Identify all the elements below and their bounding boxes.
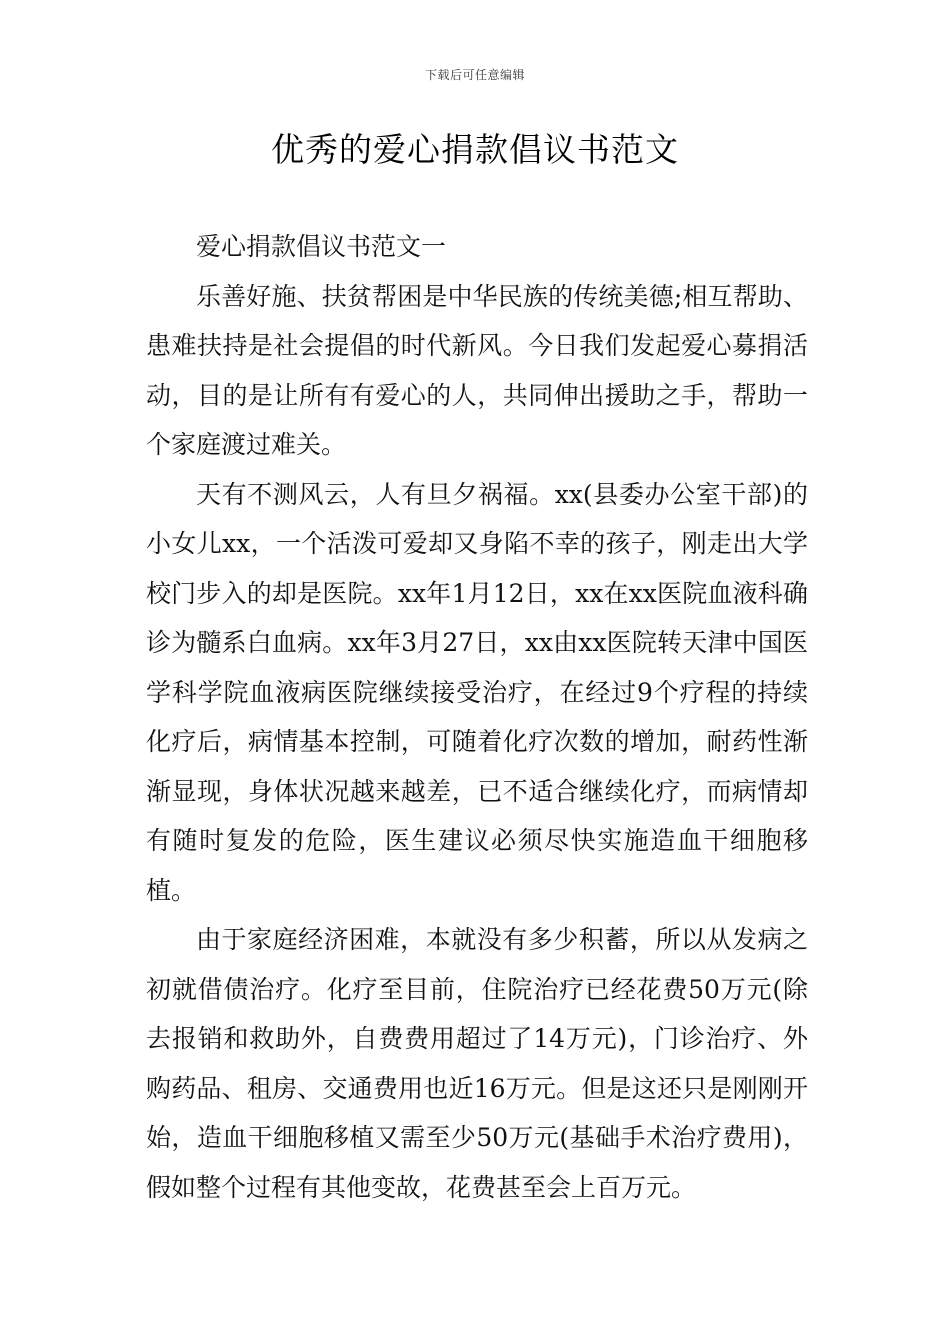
section-heading: 爱心捐款倡议书范文一 [196,232,447,261]
paragraph-1: 乐善好施、扶贫帮困是中华民族的传统美德;相互帮助、患难扶持是社会提倡的时代新风。今日我们发起爱心募捐活动，目的是让所有有爱心的人，共同伸出援助之手，帮助一个家庭渡过难关。 [146,281,808,459]
paragraph-2: 天有不测风云，人有旦夕祸福。xx(县委办公室干部)的小女儿xx，一个活泼可爱却又身陷不幸的孩子，刚走出大学校门步入的却是医院。xx年1月12日，xx在xx医院血液科确诊为髓系白血病。xx年3月27日，xx由xx医院转天津中国医学科学院血液病医院继续接受治疗，在经过9个疗程的持续化疗后，病情基本控制，可随着化疗次数的增加，耐药性渐渐显现，身体状况越来越差，已不适合继续化疗，而病情却有随时复发的危险，医生建议必须尽快实施造血干细胞移植。 [146,479,808,905]
page-header-note: 下载后可任意编辑 [424,68,525,82]
document-title: 优秀的爱心捐款倡议书范文 [271,130,679,169]
document-body [146,222,808,1212]
paragraph-3: 由于家庭经济困难，本就没有多少积蓄，所以从发病之初就借债治疗。化疗至目前，住院治疗已经花费50万元(除去报销和救助外，自费费用超过了14万元)，门诊治疗、外购药品、租房、交通费用也近16万元。但是这还只是刚刚开始，造血干细胞移植又需至少50万元(基础手术治疗费用)，假如整个过程有其他变故，花费甚至会上百万元。 [146,925,808,1202]
